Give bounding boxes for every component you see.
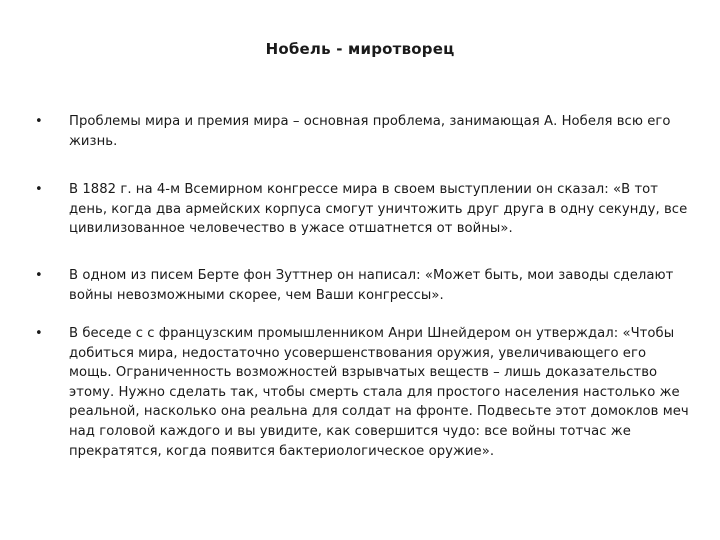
bullet-marker: • bbox=[35, 326, 43, 341]
bullet-text: В беседе с с французским промышленником Анри Шнейдером он утверждал: «Чтобы добиться мира, недостаточно усовершенствования оружия, увеличивающего его мощь. Ограниченность возможностей взрывчатых веществ – лишь доказательство этому. Нужно сделать так, чтобы смерть стала для простого населения настолько же реальной, насколько она реальна для солдат на фронте. Подвесьте этот домоклов меч над головой каждого и вы увидите, как совершится чудо: все войны тотчас же прекратятся, когда появится бактериологическое оружие». bbox=[69, 326, 689, 459]
bullet-marker: • bbox=[35, 114, 43, 129]
bullet-marker: • bbox=[35, 182, 43, 197]
bullet-text: В одном из писем Берте фон Зуттнер он написал: «Может быть, мои заводы сделают войны невозможными скорее, чем Ваши конгрессы». bbox=[69, 268, 674, 303]
bullet-text: Проблемы мира и премия мира – основная проблема, занимающая А. Нобеля всю его жизнь. bbox=[69, 114, 671, 149]
bullet-text: В 1882 г. на 4-м Всемирном конгрессе мира в своем выступлении он сказал: «В тот день, когда два армейских корпуса смогут уничтожить друг друга в одну секунду, все цивилизованное человечество в ужасе отшатнется от войны». bbox=[69, 182, 688, 237]
slide-title: Нобель - миротворец bbox=[265, 40, 455, 58]
bullet-marker: • bbox=[35, 268, 43, 283]
